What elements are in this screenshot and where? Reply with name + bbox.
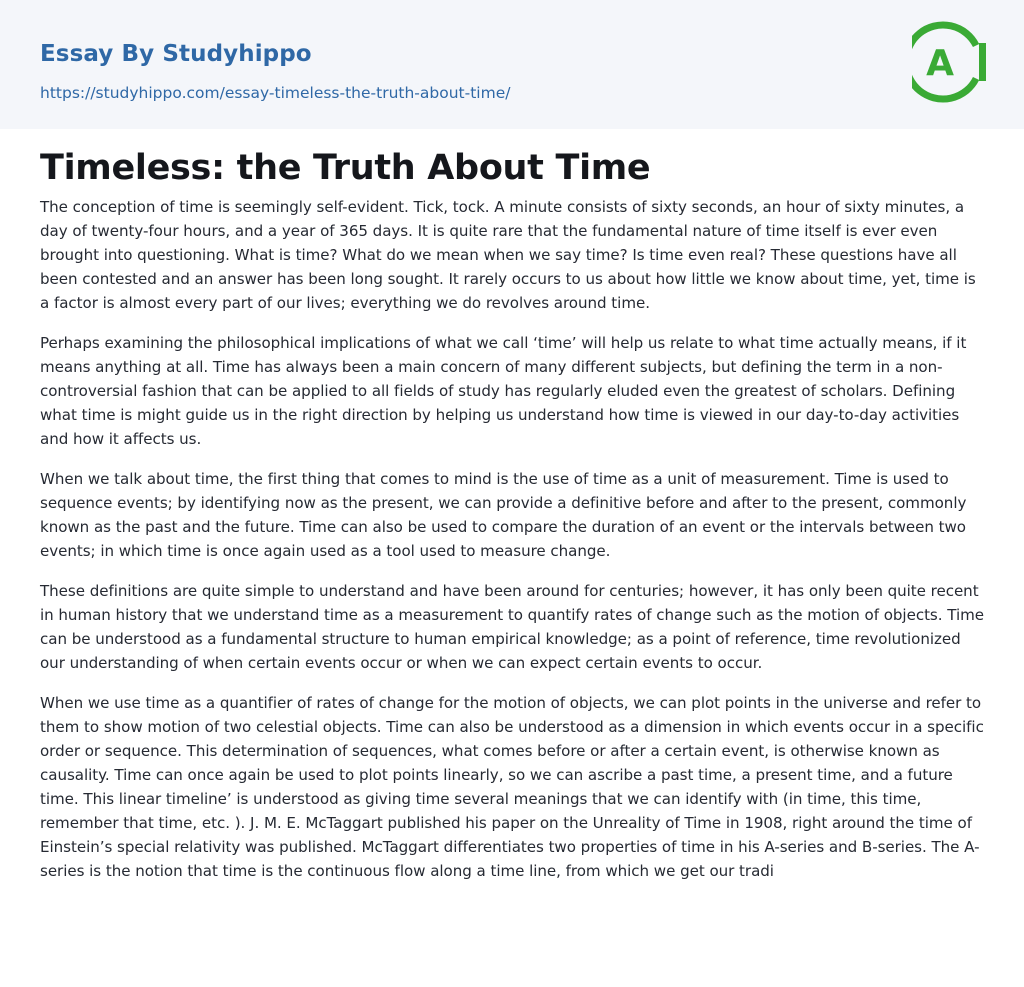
essay-paragraph: When we use time as a quantifier of rates of change for the motion of objects, we can plot points in the universe and refer to them to show motion of two celestial objects. Time can also be understood as a dimension in which events occur in a specific order or sequence. This determination of sequences, what comes before or after a certain event, is otherwise known as causality. Time can once again be used to plot points linearly, so we can ascribe a past time, a present time, and a future time. This linear timeline’ is understood as giving time several meanings that we can identify with (in time, this time, remember that time, etc. ). J. M. E. McTaggart published his paper on the Unreality of Time in 1908, right around the time of Einstein’s special relativity was published. McTaggart differentiates two properties of time in his A-series and B-series. The A-series is the notion that time is the continuous flow along a time line, from which we get our tradi bbox=[40, 694, 984, 880]
essay-paragraph: When we talk about time, the first thing that comes to mind is the use of time as a unit of measurement. Time is used to sequence events; by identifying now as the present, we can provide a definitive before and after to the present, commonly known as the past and the future. Time can also be used to compare the duration of an event or the intervals between two events; in which time is once again used as a tool used to measure change. bbox=[40, 470, 967, 560]
essay-url-link[interactable]: https://studyhippo.com/essay-timeless-the-truth-about-time/ bbox=[40, 84, 511, 102]
essay-paragraph: Perhaps examining the philosophical implications of what we call ‘time’ will help us relate to what time actually means, if it means anything at all. Time has always been a main concern of many different subjects, but defining the term in a non-controversial fashion that can be applied to all fields of study has regularly eluded even the greatest of scholars. Defining what time is might guide us in the right direction by helping us understand how time is viewed in our day-to-day activities and how it affects us. bbox=[40, 334, 967, 448]
essay-paragraph: These definitions are quite simple to understand and have been around for centuries; however, it has only been quite recent in human history that we understand time as a measurement to quantify rates of change such as the motion of objects. Time can be understood as a fundamental structure to human empirical knowledge; as a point of reference, time revolutionized our understanding of when certain events occur or when we can expect certain events to occur. bbox=[40, 582, 984, 672]
studyhippo-logo-icon[interactable] bbox=[912, 19, 986, 105]
essay-content bbox=[40, 145, 988, 899]
logo-letter: A bbox=[926, 43, 954, 84]
site-brand[interactable]: Essay By Studyhippo bbox=[40, 41, 312, 67]
essay-title: Timeless: the Truth About Time bbox=[40, 148, 651, 188]
essay-paragraph: The conception of time is seemingly self-evident. Tick, tock. A minute consists of sixty seconds, an hour of sixty minutes, a day of twenty-four hours, and a year of 365 days. It is quite rare that the fundamental nature of time itself is ever even brought into questioning. What is time? What do we mean when we say time? Is time even real? These questions have all been contested and an answer has been long sought. It rarely occurs to us about how little we know about time, yet, time is a factor is almost every part of our lives; everything we do revolves around time. bbox=[40, 198, 976, 312]
site-header bbox=[0, 0, 1024, 129]
